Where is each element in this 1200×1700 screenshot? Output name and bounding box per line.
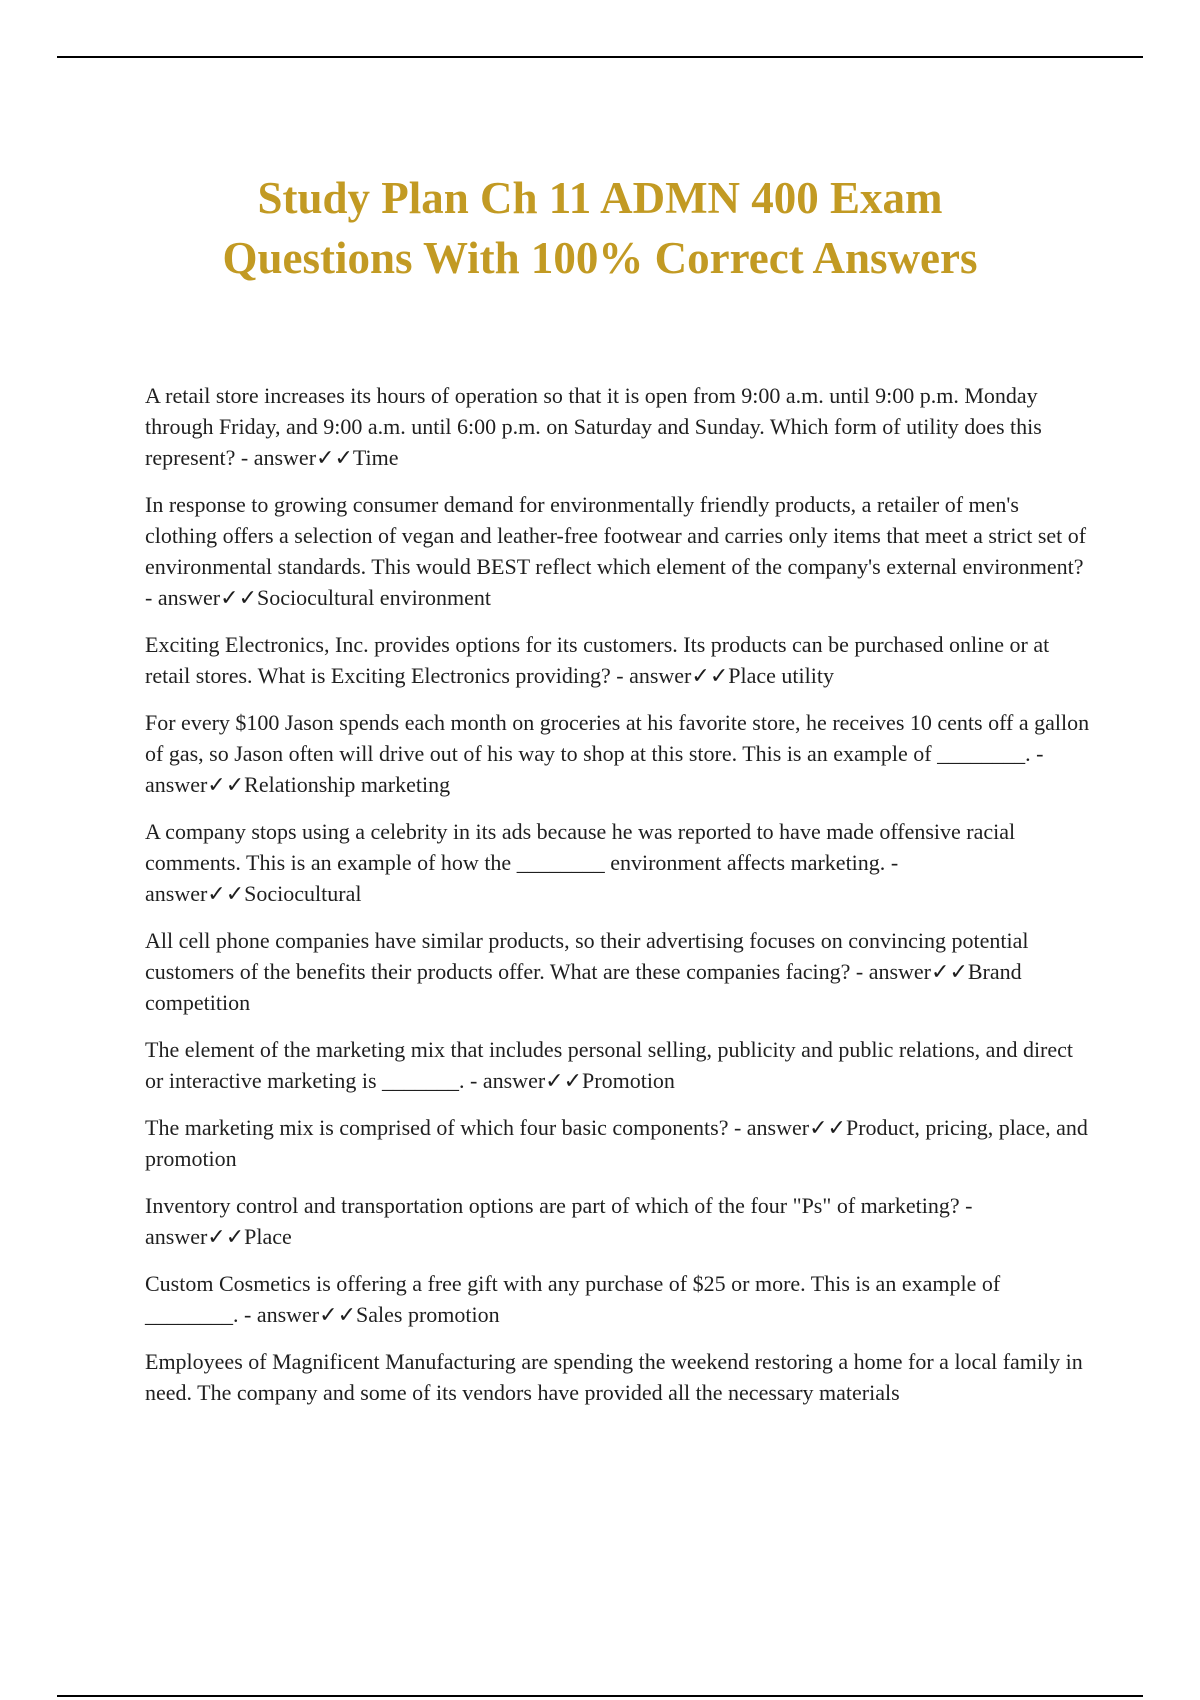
- top-rule: [57, 56, 1143, 58]
- answer-text: Time: [352, 445, 399, 470]
- bottom-rule: [57, 1695, 1143, 1697]
- question-text: In response to growing consumer demand for environmentally friendly products, a retailer of men's clothing offers a selection of vegan and leather-free footwear and carries only items that meet a strict set of environmental standards. This would BEST reflect which element of the company's external environment?: [145, 492, 1087, 579]
- answer-prefix: - answer✓✓: [145, 585, 257, 610]
- question-text: For every $100 Jason spends each month on groceries at his favorite store, he receives 10 cents off a gallon of gas, so Jason often will drive out of his way to shop at this store. This is an example of ________.: [145, 710, 1090, 766]
- answer-prefix: - answer✓✓: [610, 663, 729, 688]
- answer-prefix: - answer✓✓: [238, 1302, 356, 1327]
- qa-item-6: [145, 925, 1095, 1018]
- answer-text: Product, pricing, place, and promotion: [145, 1115, 1088, 1171]
- answer-text: Sociocultural environment: [257, 585, 491, 610]
- answer-text: Sales promotion: [356, 1302, 500, 1327]
- question-text: The marketing mix is comprised of which four basic components?: [145, 1115, 729, 1140]
- answer-prefix: - answer✓✓: [850, 959, 968, 984]
- qa-item-3: [145, 629, 1095, 691]
- question-text: Custom Cosmetics is offering a free gift with any purchase of $25 or more. This is an example of ________.: [145, 1271, 1001, 1327]
- qa-item-2: [145, 489, 1095, 613]
- qa-item-1: [145, 380, 1095, 473]
- qa-list: [145, 380, 1095, 1424]
- answer-prefix: - answer✓✓: [235, 445, 353, 470]
- title-line-2: Questions With 100% Correct Answers: [222, 233, 978, 283]
- answer-text: Place: [244, 1224, 292, 1249]
- answer-text: Relationship marketing: [244, 772, 451, 797]
- answer-prefix: - answer✓✓: [145, 741, 1044, 797]
- qa-item-11-partial: Employees of Magnificent Manufacturing are spending the weekend restoring a home for a local family in need. The company and some of its vendors have provided all the necessary materials: [145, 1349, 1083, 1405]
- qa-item-4: [145, 707, 1095, 800]
- answer-prefix: - answer✓✓: [728, 1115, 846, 1140]
- qa-item-7: [145, 1034, 1095, 1096]
- qa-item-5: [145, 816, 1095, 909]
- question-text: Inventory control and transportation options are part of which of the four "Ps" of marketing?: [145, 1193, 960, 1218]
- answer-text: Promotion: [582, 1068, 675, 1093]
- title-line-1: Study Plan Ch 11 ADMN 400 Exam: [257, 173, 943, 223]
- answer-text: Brand competition: [145, 959, 1022, 1015]
- question-text: A company stops using a celebrity in its ads because he was reported to have made offensive racial comments. This is an example of how the ________ environment affects marketing.: [145, 819, 1016, 875]
- qa-item-10: [145, 1268, 1095, 1330]
- question-text: A retail store increases its hours of operation so that it is open from 9:00 a.m. until 9:00 p.m. Monday through Friday, and 9:00 a.m. until 6:00 p.m. on Saturday and Sunday. Which form of utility does this represent?: [145, 383, 1042, 470]
- document-title: [100, 168, 1100, 288]
- qa-item-8: [145, 1112, 1095, 1174]
- question-text: Exciting Electronics, Inc. provides options for its customers. Its products can be purchased online or at retail stores. What is Exciting Electronics providing?: [145, 632, 1050, 688]
- answer-prefix: - answer✓✓: [145, 850, 899, 906]
- question-text: The element of the marketing mix that includes personal selling, publicity and public relations, and direct or interactive marketing is _______.: [145, 1037, 1074, 1093]
- qa-item-9: [145, 1190, 1095, 1252]
- answer-prefix: - answer✓✓: [464, 1068, 583, 1093]
- answer-text: Place utility: [728, 663, 834, 688]
- answer-prefix: - answer✓✓: [145, 1193, 973, 1249]
- answer-text: Sociocultural: [244, 881, 362, 906]
- question-text: All cell phone companies have similar products, so their advertising focuses on convincing potential customers of the benefits their products offer. What are these companies facing?: [145, 928, 1029, 984]
